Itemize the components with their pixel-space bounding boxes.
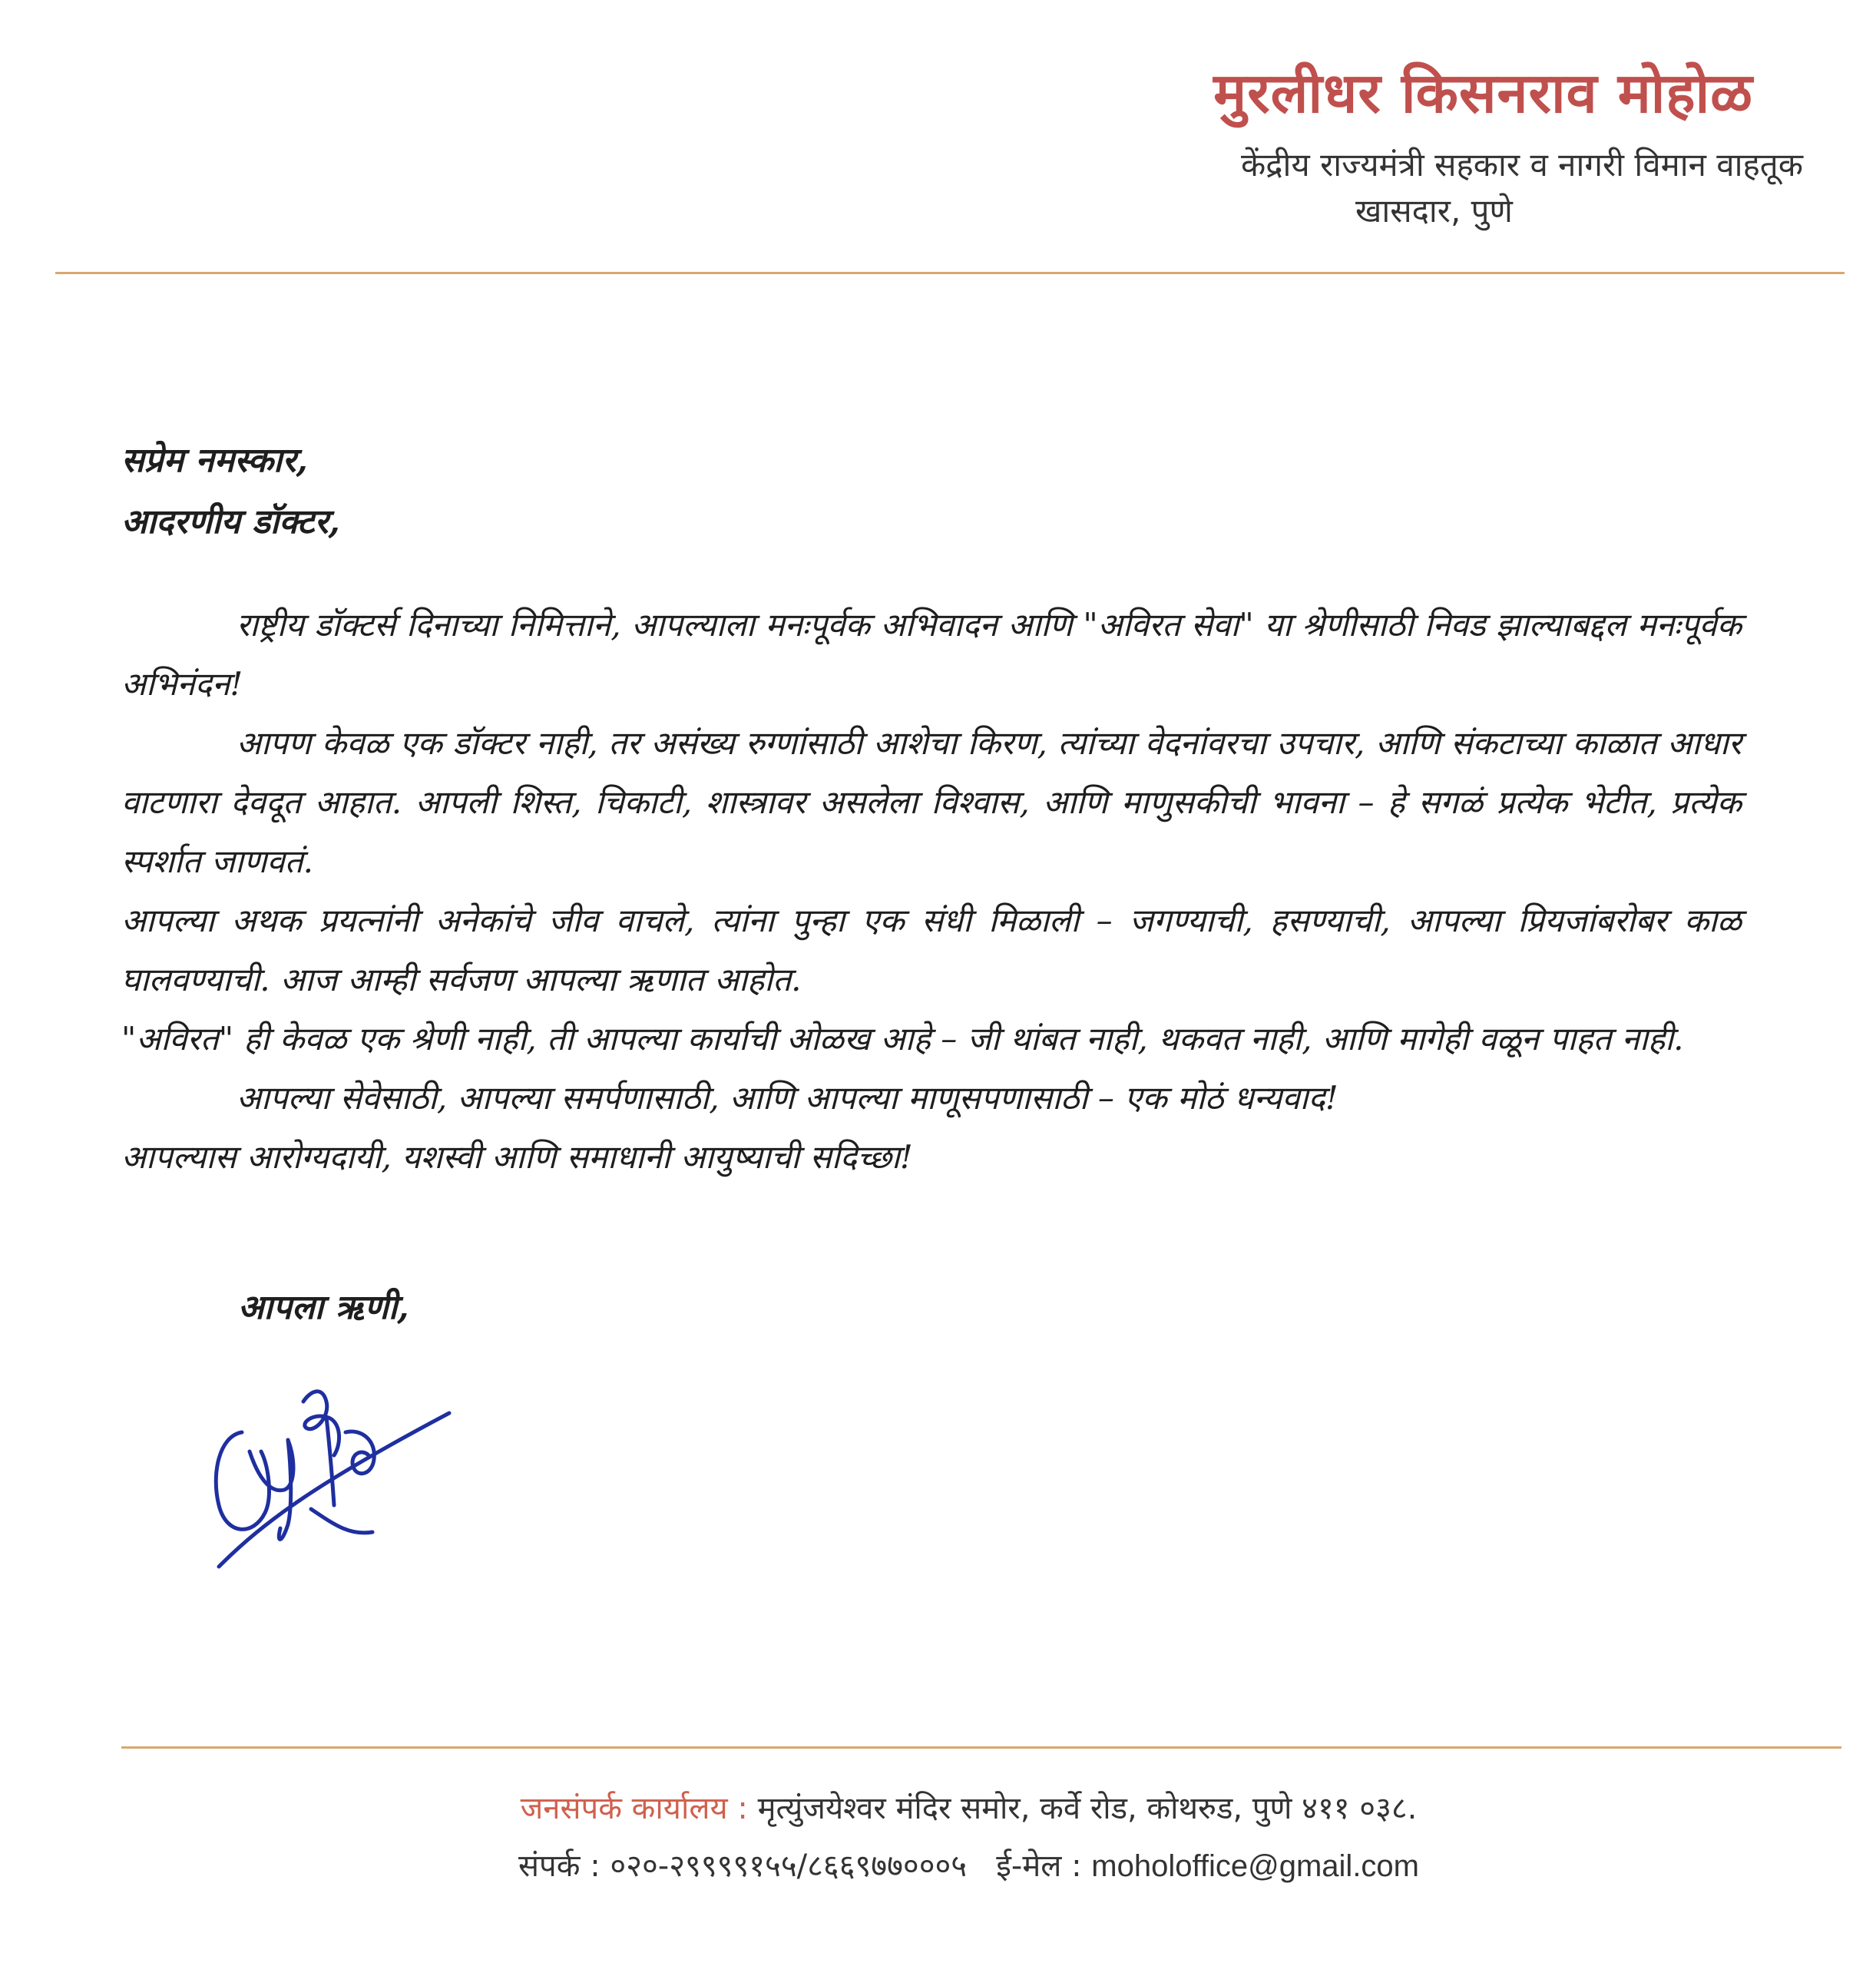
contact-label: संपर्क :	[518, 1849, 601, 1884]
salutation-greeting: सप्रेम नमस्कार,	[121, 441, 308, 480]
letter-body	[121, 430, 1742, 1187]
contact-phones: ०२०-२९९९९१५५/८६६९७७०००५	[610, 1849, 968, 1884]
letterhead-name: मुरलीधर किसनराव मोहोळ	[1213, 61, 1753, 125]
paragraph-gratitude: आपल्या अथक प्रयत्नांनी अनेकांचे जीव वाचले, त्यांना पुन्हा एक संधी मिळाली – जगण्याची, हसण्याची, आपल्या प्रियजांबरोबर काळ घालवण्याची. आज आम्ही सर्वजण आपल्या ऋणात आहोत.	[121, 902, 1742, 998]
spacer	[121, 553, 1742, 595]
office-address: मृत्युंजयेश्वर मंदिर समोर, कर्वे रोड, कोथरुड, पुणे ४११ ०३८.	[757, 1791, 1418, 1826]
salutation-addressee: आदरणीय डॉक्टर,	[121, 502, 340, 541]
footer-divider	[121, 1746, 1841, 1749]
office-label: जनसंपर्क कार्यालय :	[520, 1791, 748, 1826]
letterhead-designation: केंद्रीय राज्यमंत्री सहकार व नागरी विमान वाहतूक	[1240, 146, 1803, 184]
footer-office	[31, 1786, 1876, 1828]
paragraph-wishes: आपल्यास आरोग्यदायी, यशस्वी आणि समाधानी आयुष्याची सदिच्छा!	[121, 1138, 913, 1176]
email-label: ई-मेल :	[996, 1849, 1082, 1884]
footer-contact	[31, 1843, 1876, 1885]
paragraph-thanks: आपल्या सेवेसाठी, आपल्या समर्पणासाठी, आणि आपल्या माणूसपणासाठी – एक मोठं धन्यवाद!	[237, 1079, 1338, 1117]
letterhead	[0, 0, 1876, 292]
header-divider	[55, 272, 1845, 274]
email-address[interactable]: moholoffice@gmail.com	[1091, 1849, 1419, 1883]
letterhead-role: खासदार, पुणे	[1355, 192, 1513, 230]
signature-icon	[196, 1359, 457, 1582]
paragraph-tribute: आपण केवळ एक डॉक्टर नाही, तर असंख्य रुग्णांसाठी आशेचा किरण, त्यांच्या वेदनांवरचा उपचार, आणि संकटाच्या काळात आधार वाटणारा देवदूत आहात. आपली शिस्त, चिकाटी, शास्त्रावर असलेला विश्वास, आणि माणुसकीची भावना – हे सगळं प्रत्येक भेटीत, प्रत्येक स्पर्शात जाणवतं.	[121, 724, 1742, 880]
paragraph-greeting: राष्ट्रीय डॉक्टर्स दिनाच्या निमित्ताने, आपल्याला मनःपूर्वक अभिवादन आणि "अविरत सेवा" या श्रेणीसाठी निवड झाल्याबद्दल मनःपूर्वक अभिनंदन!	[121, 606, 1742, 703]
closing: आपला ऋणी,	[238, 1288, 409, 1327]
paragraph-aviarat: "अविरत" ही केवळ एक श्रेणी नाही, ती आपल्या कार्याची ओळख आहे – जी थांबत नाही, थकवत नाही, आणि मागेही वळून पाहत नाही.	[121, 1020, 1684, 1057]
